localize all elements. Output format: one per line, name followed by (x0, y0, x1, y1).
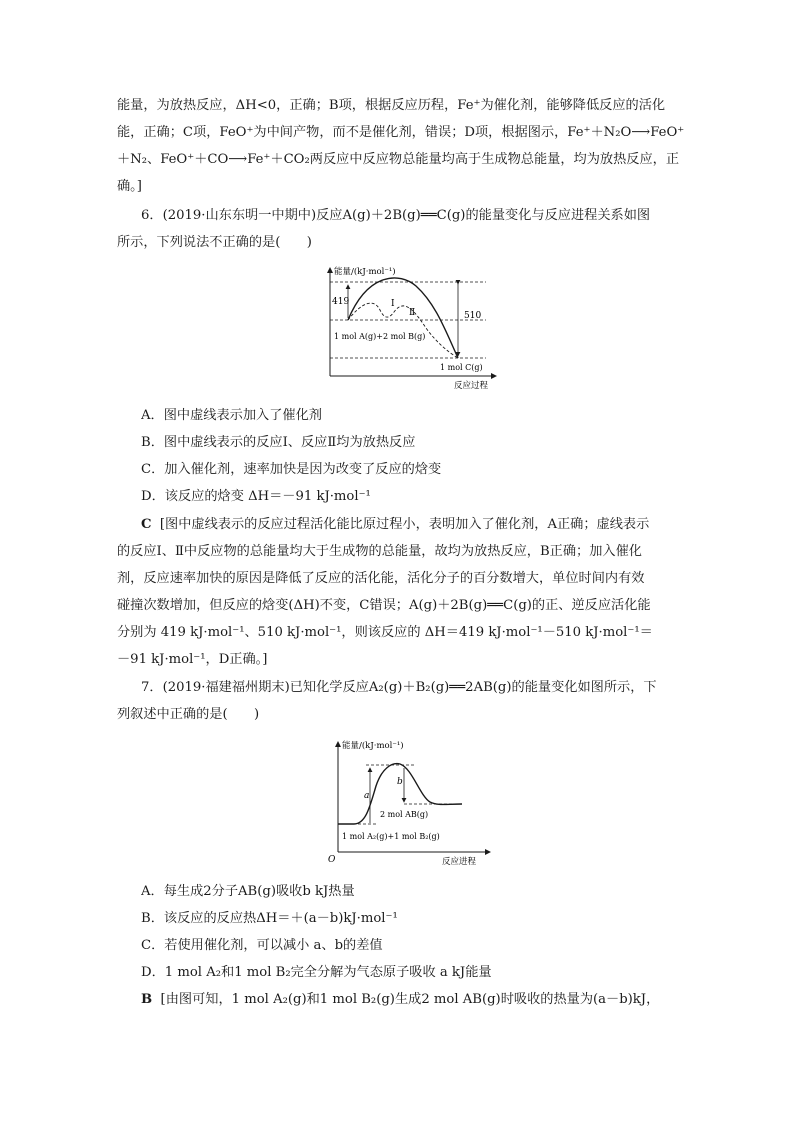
product-label: 1 mol C(g) (440, 363, 483, 372)
q7-answer-letter: B (141, 992, 153, 1007)
q6-option-d: D．该反应的焓变 ΔH＝－91 kJ·mol⁻¹ (141, 489, 371, 504)
q7-explanation-text: [由图可知，1 mol A₂(g)和1 mol B₂(g)生成2 mol AB(g)时吸收的热量为(a－b)kJ， (160, 992, 660, 1007)
value-510-label: 510 (464, 311, 482, 321)
q7-explanation (141, 991, 689, 1009)
q6-energy-diagram (318, 262, 502, 390)
q6-explanation-line: 剂，反应速率加快的原因是降低了反应的活化能，活化分子的百分数增大，单位时间内有效 (117, 571, 645, 586)
q6-explanation-line: －91 kJ·mol⁻¹，D正确。] (117, 652, 268, 667)
q6-option-b: B．图中虚线表示的反应Ⅰ、反应Ⅱ均为放热反应 (141, 435, 416, 450)
q6-option-c: C．加入催化剂，速率加快是因为改变了反应的焓变 (141, 462, 442, 477)
b-label: b (397, 777, 403, 787)
q6-explanation-line: 的反应Ⅰ、Ⅱ中反应物的总能量均大于生成物的总能量，故均为放热反应，B正确；加入催化 (117, 544, 642, 559)
reactants-label: 1 mol A(g)+2 mol B(g) (334, 332, 426, 341)
q7-option-b: B．该反应的反应热ΔH＝＋(a－b)kJ·mol⁻¹ (141, 911, 398, 926)
explanation-line: 能，正确；C项，FeO⁺为中间产物，而不是催化剂，错误；D项，根据图示，Fe⁺＋N₂O⟶FeO⁺ (117, 125, 685, 140)
q6-explanation (141, 516, 689, 534)
x-axis-label: 反应过程 (454, 381, 489, 390)
product-label: 2 mol AB(g) (380, 810, 429, 819)
origin-label: O (328, 855, 336, 865)
q6-explanation-line: 碰撞次数增加，但反应的焓变(ΔH)不变，C错误；A(g)＋2B(g)══C(g)的正、逆反应活化能 (117, 598, 651, 613)
q7-option-c: C．若使用催化剂，可以减小 a、b的差值 (141, 938, 383, 953)
q7-option-d: D．1 mol A₂和1 mol B₂完全分解为气态原子吸收 a kJ能量 (141, 965, 492, 980)
q7-option-a: A．每生成2分子AB(g)吸收b kJ热量 (141, 884, 355, 899)
q6-stem: 所示，下列说法不正确的是( ) (117, 235, 312, 250)
explanation-line: ＋N₂、FeO⁺＋CO⟶Fe⁺＋CO₂两反应中反应物总能量均高于生成物总能量，均为放热反应，正 (117, 152, 680, 167)
q7-stem: 列叙述中正确的是( ) (117, 707, 260, 722)
catalyzed-curve (348, 303, 458, 358)
q6-explanation-line: 分别为 419 kJ·mol⁻¹、510 kJ·mol⁻¹，则该反应的 ΔH＝419 kJ·mol⁻¹－510 kJ·mol⁻¹＝ (117, 625, 653, 640)
q7-stem: 7．(2019·福建福州期末)已知化学反应A₂(g)＋B₂(g)══2AB(g)的能量变化如图所示，下 (141, 680, 657, 695)
explanation-line: 确。] (117, 179, 142, 194)
y-axis-label: 能量/(kJ·mol⁻¹) (342, 741, 404, 751)
q6-option-a: A．图中虚线表示加入了催化剂 (141, 408, 322, 423)
q6-explanation-text: [图中虚线表示的反应过程活化能比原过程小，表明加入了催化剂，A正确；虚线表示 (159, 517, 650, 532)
uncatalyzed-curve (348, 278, 458, 358)
q7-energy-diagram (326, 736, 496, 868)
reaction-II-label: Ⅱ (409, 308, 416, 318)
x-axis-label: 反应进程 (442, 857, 477, 867)
q6-answer-letter: C (141, 517, 152, 532)
reactants-label: 1 mol A₂(g)+1 mol B₂(g) (342, 832, 440, 841)
q6-stem: 6．(2019·山东东明一中期中)反应A(g)＋2B(g)══C(g)的能量变化与反应进程关系如图 (141, 208, 651, 223)
reaction-I-label: Ⅰ (391, 299, 395, 309)
y-axis-label: 能量/(kJ·mol⁻¹) (334, 267, 396, 277)
value-419-label: 419 (332, 297, 350, 307)
explanation-line: 能量，为放热反应，ΔH<0，正确；B项，根据反应历程，Fe⁺为催化剂，能够降低反应的活化 (117, 98, 666, 113)
a-label: a (364, 791, 370, 801)
